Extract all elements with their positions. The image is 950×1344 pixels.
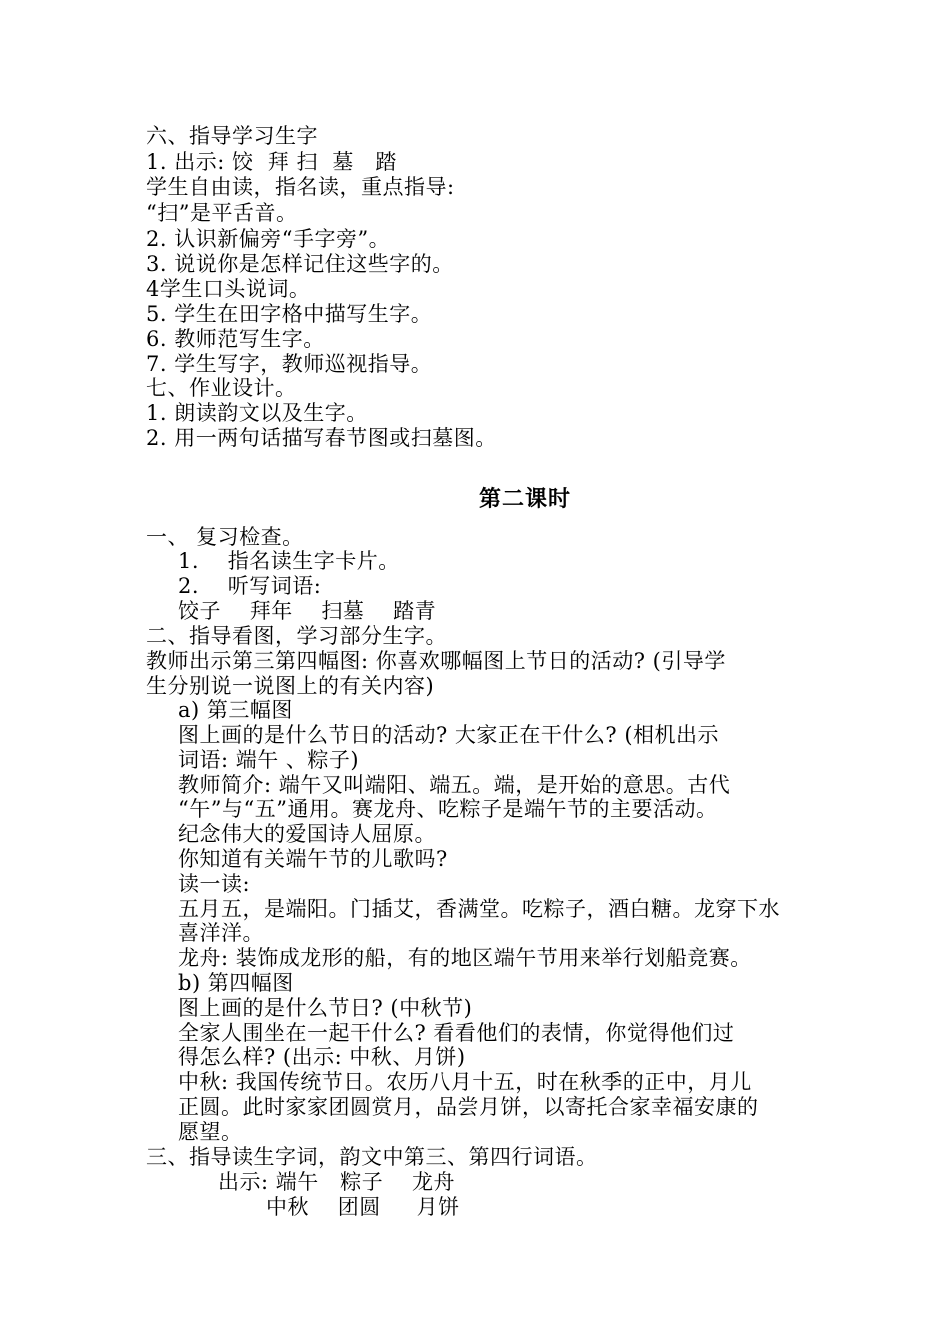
section-3-heading: 三、指导读生字词，韵文中第三、第四行词语。	[146, 1145, 598, 1169]
line-describe-picture: 2. 用一两句话描写春节图或扫墓图。	[146, 426, 497, 450]
line-qu-yuan: 纪念伟大的爱国诗人屈原。	[178, 822, 436, 846]
section-1-heading: 一、 复习检查。	[146, 525, 304, 549]
line-how-remember: 3. 说说你是怎样记住这些字的。	[146, 252, 454, 276]
line-rhyme-text-cont: 喜洋洋。	[178, 921, 264, 945]
line-teacher-shows: 教师出示第三第四幅图: 你喜欢哪幅图上节日的活动? (引导学	[146, 649, 726, 673]
line-dictation-words: 饺子 拜年 扫墓 踏青	[178, 599, 437, 623]
line-new-radical: 2. 认识新偏旁“手字旁”。	[146, 227, 391, 251]
line-nursery-rhyme: 你知道有关端午节的儿歌吗?	[178, 847, 448, 871]
line-read-aloud: 1. 朗读韵文以及生字。	[146, 401, 368, 425]
line-teacher-shows-cont: 生分别说一说图上的有关内容)	[146, 674, 435, 698]
section-7-heading: 七、作业设计。	[146, 376, 297, 400]
line-what-festival-cont: 词语: 端午 、粽子)	[178, 748, 360, 772]
line-mid-autumn-end: 愿望。	[178, 1120, 243, 1144]
line-what-festival: 图上画的是什么节日的活动? 大家正在干什么? (相机出示	[178, 723, 720, 747]
subsection-a: a) 第三幅图	[178, 698, 293, 722]
line-mid-autumn: 中秋: 我国传统节日。农历八月十五，时在秋季的正中，月儿	[178, 1070, 752, 1094]
line-family-sits-cont: 得怎么样? (出示: 中秋、月饼)	[178, 1045, 466, 1069]
lesson-2-title: 第二课时	[478, 486, 571, 512]
line-family-sits: 全家人围坐在一起干什么? 看看他们的表情，你觉得他们过	[178, 1021, 735, 1045]
section-2-heading: 二、指导看图，学习部分生字。	[146, 624, 447, 648]
line-students-writing: 7. 学生写字，教师巡视指导。	[146, 352, 433, 376]
line-flat-tongue: “扫”是平舌音。	[146, 201, 298, 225]
subsection-b: b) 第四幅图	[178, 971, 294, 995]
line-read: 读一读:	[178, 872, 251, 896]
line-show-characters: 1. 出示: 饺 拜 扫 墓 踏	[146, 150, 397, 174]
line-intro-cont: “午”与“五”通用。赛龙舟、吃粽子是端午节的主要活动。	[178, 797, 718, 821]
line-dictation: 2. 听写词语:	[178, 574, 322, 598]
section-6-heading: 六、指导学习生字	[146, 124, 318, 148]
line-show-words-1: 出示: 端午 粽子 龙舟	[218, 1170, 455, 1194]
line-teacher-writing: 6. 教师范写生字。	[146, 327, 325, 351]
line-read-cards: 1. 指名读生字卡片。	[178, 549, 400, 573]
line-mid-autumn-cont: 正圆。此时家家团圆赏月，品尝月饼，以寄托合家幸福安康的	[178, 1095, 759, 1119]
line-intro: 教师简介: 端午又叫端阳、端五。端，是开始的意思。古代	[178, 773, 731, 797]
line-oral-words: 4学生口头说词。	[146, 277, 311, 301]
line-which-festival: 图上画的是什么节日? (中秋节)	[178, 996, 473, 1020]
line-dragon-boat: 龙舟: 装饰成龙形的船，有的地区端午节用来举行划船竞赛。	[178, 946, 752, 970]
line-tracing: 5. 学生在田字格中描写生字。	[146, 302, 433, 326]
line-show-words-2: 中秋 团圆 月饼	[266, 1195, 460, 1219]
line-free-reading: 学生自由读，指名读，重点指导:	[146, 175, 455, 199]
line-rhyme-text: 五月五，是端阳。门插艾，香满堂。吃粽子，酒白糖。龙穿下水	[178, 897, 780, 921]
